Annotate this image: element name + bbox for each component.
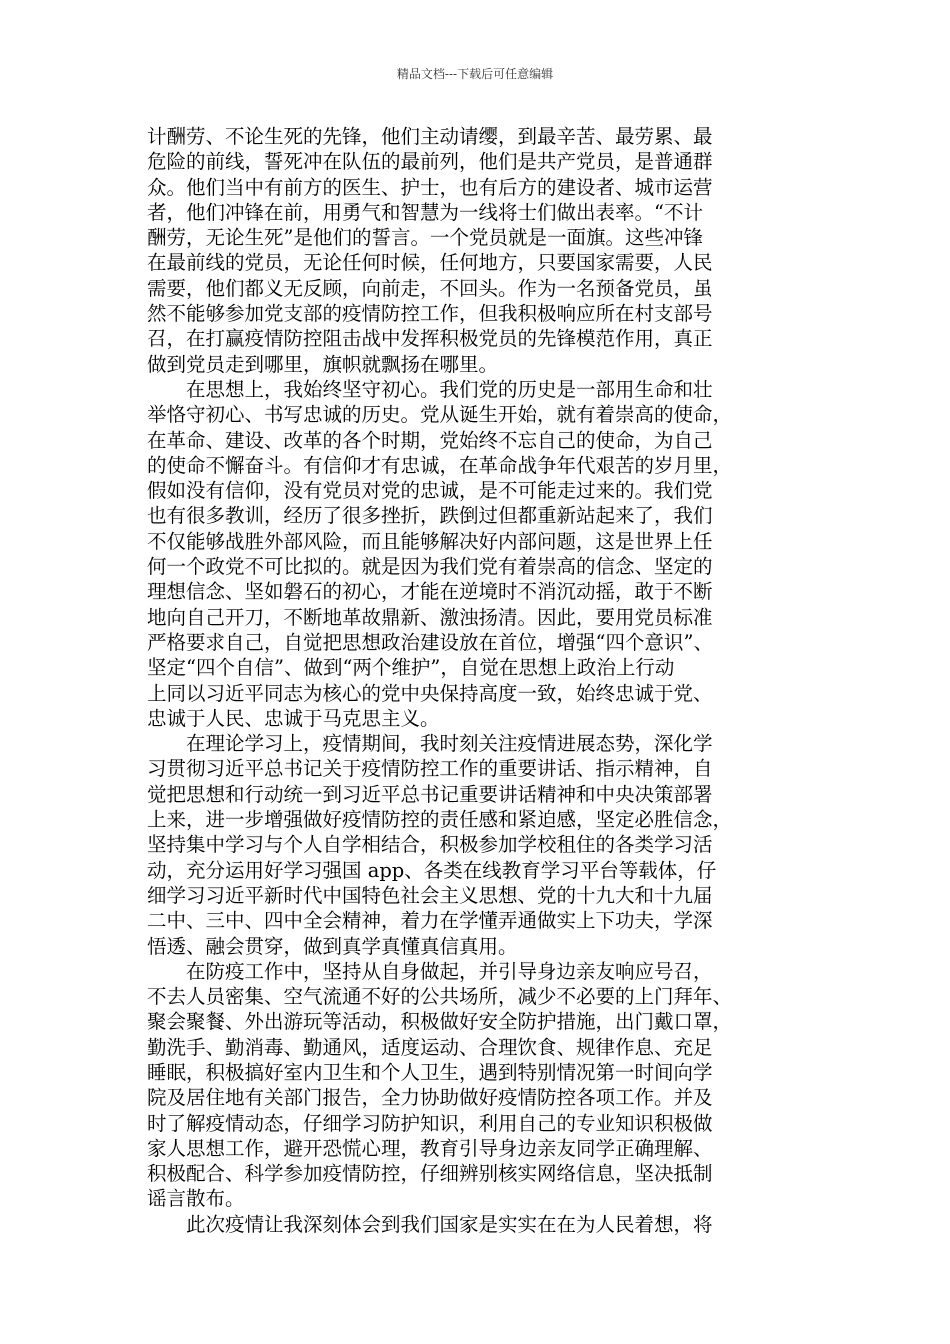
- text-line: 在思想上，我始终坚守初心。我们党的历史是一部用生命和壮: [147, 377, 713, 401]
- text-line: 不仅能够战胜外部风险，而且能够解决好内部问题，这是世界上任: [147, 529, 713, 553]
- text-line: 动，充分运用好学习强国 app、各类在线教育学习平台等载体，仔: [147, 858, 717, 882]
- text-line: 坚持集中学习与个人自学相结合，积极参加学校租住的各类学习活: [147, 833, 713, 857]
- text-line: 者，他们冲锋在前，用勇气和智慧为一线将士们做出表率。“不计: [147, 200, 703, 224]
- text-line: 积极配合、科学参加疫情防控，仔细辨别核实网络信息，坚决抵制: [147, 1162, 713, 1186]
- text-line: 聚会聚餐、外出游玩等活动，积极做好安全防护措施，出门戴口罩，: [147, 1010, 733, 1034]
- text-line: 上同以习近平同志为核心的党中央保持高度一致，始终忠诚于党、: [147, 681, 713, 705]
- text-line: 睡眠，积极搞好室内卫生和个人卫生，遇到特别情况第一时间向学: [147, 1060, 713, 1084]
- text-line: 时了解疫情动态，仔细学习防护知识，利用自己的专业知识积极做: [147, 1111, 713, 1135]
- text-line: 觉把思想和行动统一到习近平总书记重要讲话精神和中央决策部署: [147, 782, 713, 806]
- text-line: 悟透、融会贯穿，做到真学真懂真信真用。: [147, 934, 518, 958]
- text-line: 家人思想工作，避开恐慌心理，教育引导身边亲友同学正确理解、: [147, 1136, 713, 1160]
- text-line: 也有很多教训，经历了很多挫折，跌倒过但都重新站起来了，我们: [147, 504, 713, 528]
- text-line: 危险的前线，誓死冲在队伍的最前列，他们是共产党员，是普通群: [147, 150, 713, 174]
- text-line: 谣言散布。: [147, 1187, 245, 1211]
- text-line: 此次疫情让我深刻体会到我们国家是实实在在为人民着想，将: [147, 1212, 713, 1236]
- text-line: 在防疫工作中，坚持从自身做起，并引导身边亲友响应号召，: [147, 959, 713, 983]
- text-line: 在理论学习上，疫情期间，我时刻关注疫情进展态势，深化学: [147, 732, 713, 756]
- text-line: 的使命不懈奋斗。有信仰才有忠诚，在革命战争年代艰苦的岁月里，: [147, 453, 733, 477]
- text-line: 举恪守初心、书写忠诚的历史。党从诞生开始，就有着崇高的使命，: [147, 403, 733, 427]
- text-line: 在革命、建设、改革的各个时期，党始终不忘自己的使命，为自己: [147, 428, 713, 452]
- text-line: 需要，他们都义无反顾，向前走，不回头。作为一名预备党员，虽: [147, 276, 713, 300]
- text-line: 何一个政党不可比拟的。就是因为我们党有着崇高的信念、坚定的: [147, 555, 713, 579]
- text-line: 众。他们当中有前方的医生、护士，也有后方的建设者、城市运营: [147, 175, 713, 199]
- text-line: 理想信念、坚如磐石的初心，才能在逆境时不消沉动摇，敢于不断: [147, 580, 713, 604]
- text-line: 严格要求自己，自觉把思想政治建设放在首位，增强“四个意识”、: [147, 630, 713, 654]
- text-line: 院及居住地有关部门报告，全力协助做好疫情防控各项工作。并及: [147, 1086, 713, 1110]
- text-line: 坚定“四个自信”、做到“两个维护”，自觉在思想上政治上行动: [147, 656, 675, 680]
- text-line: 习贯彻习近平总书记关于疫情防控工作的重要讲话、指示精神，自: [147, 757, 713, 781]
- text-line: 然不能够参加党支部的疫情防控工作，但我积极响应所在村支部号: [147, 302, 713, 326]
- text-line: 忠诚于人民、忠诚于马克思主义。: [147, 706, 440, 730]
- text-line: 在最前线的党员，无论任何时候，任何地方，只要国家需要，人民: [147, 251, 713, 275]
- text-line: 假如没有信仰，没有党员对党的忠诚，是不可能走过来的。我们党: [147, 479, 713, 503]
- text-line: 不去人员密集、空气流通不好的公共场所，减少不必要的上门拜年、: [147, 985, 733, 1009]
- text-line: 做到党员走到哪里，旗帜就飘扬在哪里。: [147, 352, 499, 376]
- text-line: 计酬劳、不论生死的先锋，他们主动请缨，到最辛苦、最劳累、最: [147, 125, 713, 148]
- document-body: [147, 124, 811, 1237]
- text-line: 酬劳，无论生死”是他们的誓言。一个党员就是一面旗。这些冲锋: [147, 226, 703, 250]
- page-header: 精品文档---下载后可任意编辑: [396, 67, 554, 81]
- text-line: 细学习习近平新时代中国特色社会主义思想、党的十九大和十九届: [147, 883, 713, 907]
- text-line: 召，在打赢疫情防控阻击战中发挥积极党员的先锋模范作用，真正: [147, 327, 713, 351]
- text-line: 勤洗手、勤消毒、勤通风，适度运动、合理饮食、规律作息、充足: [147, 1035, 713, 1059]
- text-line: 地向自己开刀，不断地革故鼎新、激浊扬清。因此，要用党员标准: [147, 605, 713, 629]
- text-line: 二中、三中、四中全会精神，着力在学懂弄通做实上下功夫，学深: [147, 909, 713, 933]
- text-line: 上来，进一步增强做好疫情防控的责任感和紧迫感，坚定必胜信念，: [147, 808, 733, 832]
